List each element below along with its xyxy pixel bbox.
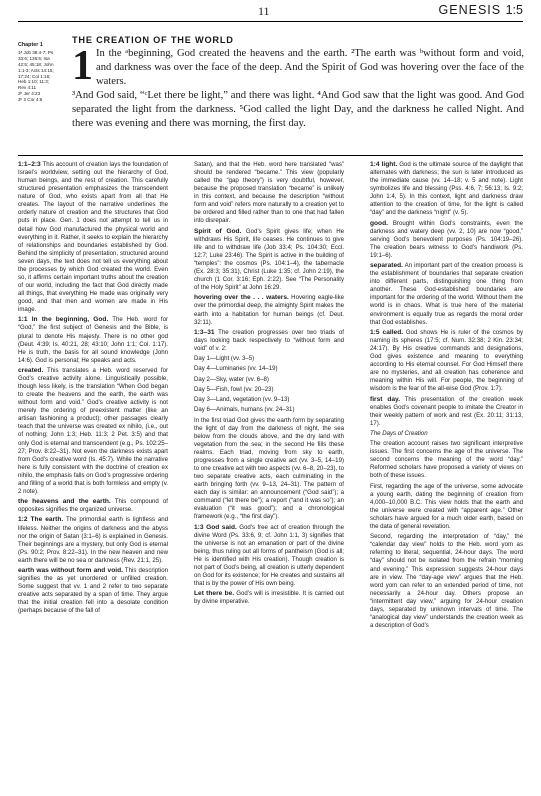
note-text: Hovering eagle-like over the primordial deep, the almighty Spirit makes the earth into a habitation for human beings (cf. Deut. 32:11). xyxy=(194,294,345,326)
verses-1-2: In the ᵃbeginning, God created the heavens and the earth. ²The earth was ᵇwithout form and void, and darkness was over the face of the deep. And the Spirit of God was hovering over the face of the waters. xyxy=(96,48,524,87)
commentary-note xyxy=(370,262,523,327)
header-rule xyxy=(18,21,523,22)
subheading: The Days of Creation xyxy=(370,429,428,437)
commentary-note xyxy=(370,220,523,260)
creation-day-item: Day 3—Land, vegetation (vv. 9–13) xyxy=(194,396,290,404)
note-text: This compound of opposites signifies the organized universe. xyxy=(18,498,168,514)
creation-day-item: Day 5—Fish, fowl (vv. 20–23) xyxy=(194,385,274,393)
note-text: In the first triad God gives the earth form by separating the light of day from the darkness of night, the sea below from the clouds above, and the dry land with vegetation from the sea; in the second He fills these realms. Each triad, moving from sky to earth, progresses from a single creative act (vv. 3–5, 14–19) to one creative act with two aspects (vv. 6–8, 20–23), to two separate creative acts, each culminating in the earth bringing forth (vv. 9–13, 24–31). The pattern of each day is similar: an announcement (“God said”); a command (“let there be”); a report (“and it was so”); an evaluation (“it was good”); and a chronological framework (e.g., “the first day”). xyxy=(194,416,344,521)
note-text: The creation account raises two significant interpretive issues. The first concerns the age of the universe. The second concerns the meaning of the word “day.” Reformed scholars have proposed a variety of views on both of these issues. xyxy=(370,440,523,480)
note-text: God is the ultimate source of the daylight that alternates with darkness; the sun is later introduced as the immediate cause (vv. 14–18; v. 5 and note). Light symbolizes life and blessing (Pss. 4:6, 7; 56:13; Is. 9:2; John 1:4, 5). In this context, light and darkness draw attention to the creation of time, for the light is called “day” and the darkness “night” (v. 5). xyxy=(370,161,524,217)
commentary-note xyxy=(194,228,344,293)
cross-reference-entry: 42:5; 45:18; John xyxy=(18,61,54,67)
note-text: God’s Spirit gives life; when He withdraws His Spirit, life ceases. He continues to give life and to withdraw life (Job 33:4; Ps. 104:30; Eccl. 12:7; Luke 23:46). The Spirit is active in the building of “temples”: the cosmos (Ps. 104:1–4), the tabernacle (Ex. 28:3; 35:31), Christ (Luke 1:35; cf. John 2:19), the church (1 Cor. 3:16; Eph. 2:22). See “The Personality of the Holy Spirit” at John 16:29. xyxy=(194,227,344,292)
cross-reference-sidebar xyxy=(18,43,64,103)
creation-day-item: Day 6—Animals, humans (vv. 24–31) xyxy=(194,406,295,414)
commentary-note xyxy=(18,498,168,514)
commentary-note xyxy=(18,567,168,615)
note-keyword: hovering over the . . . waters. xyxy=(194,294,289,302)
note-text: An important part of the creation process is the establishment of boundaries that separate creation into different parts, distinguishing one thing from another. These God-established boundaries are important for the ordering of the world. Without them the world is in chaos. What is true here of the material environment is equally true as regards the moral order that God establishes. xyxy=(370,262,523,326)
running-head xyxy=(439,3,523,17)
commentary-note xyxy=(18,316,168,364)
sidebar-entries xyxy=(18,50,64,103)
cross-reference-entry: 1ᵃ Job 38:4-7; Ps xyxy=(18,49,54,55)
commentary-note xyxy=(18,367,168,496)
note-keyword: the heavens and the earth. xyxy=(18,498,111,506)
commentary-note xyxy=(194,329,344,353)
commentary-note xyxy=(194,417,344,522)
book-name: GENESIS xyxy=(438,3,502,17)
commentary-note xyxy=(370,483,523,531)
chapter-dropcap: 1 xyxy=(72,43,93,89)
note-text: Second, regarding the interpretation of “day,” the “calendar day view” holds to the Heb. word yom as referring to literal, sequential, 24-hour days. The word “day” should not be isolated from the refrain “morning and evening.” This expression suggests 24-hour days are in view. The “day-age view” argues that the Heb. word yom can refer to an extended period of time, not necessarily a 24-hour day. Others propose an “intermittent day view,” arguing for 24-hour creation days, separated by unknown intervals of time. The “analogical day view” understands the creation week as a description of God’s xyxy=(370,533,523,629)
commentary-note xyxy=(18,161,168,314)
note-keyword: good. xyxy=(370,219,388,227)
note-keyword: 1:5 called. xyxy=(370,328,404,336)
note-keyword: Let there be. xyxy=(194,590,235,598)
commentary-note xyxy=(194,524,344,589)
note-keyword: 1:1 In the beginning, God. xyxy=(18,316,109,324)
note-text: God’s will is irresistible. It is carried out by divine imperative. xyxy=(194,590,344,606)
note-text: Brought within God’s constraints, even the darkness and watery deep (vv. 2, 10) are now “good,” serving God’s benevolent purposes (Ps. 104:19–26). The creation bears witness to God’s handiwork (Ps. 19:1–6). xyxy=(370,219,523,259)
note-keyword: 1:3 God said. xyxy=(194,523,237,531)
cross-reference-entry: Heb 1:10; 11:3; xyxy=(18,79,50,85)
cross-reference-entry: 17:24; Col 1:16; xyxy=(18,73,51,79)
creation-day-item: Day 1—Light (vv. 3–5) xyxy=(194,355,255,363)
commentary-note xyxy=(370,329,523,394)
note-keyword: 1:3–31 xyxy=(194,328,215,336)
verses-3-5: ³And God said, “ᶜLet there be light,” and there was light. ⁴And God saw that the light was good. And God separated the light from the darkness. ⁵God called the light Day, and the darkness he called Night. And there was evening and there was morning, the first day. xyxy=(72,90,524,129)
commentary-note xyxy=(194,161,344,226)
commentary-note xyxy=(18,516,168,564)
note-text: This description signifies the as yet unordered or unfilled creation. Some suggest that vv. 1 and 2 refer to two separate creative acts separated by a span of time. They argue that the initial creation fell into a desolate condition (perhaps because of the fall of xyxy=(18,567,168,615)
commentary-column-3 xyxy=(370,161,523,632)
page-number: 11 xyxy=(258,4,270,18)
commentary-note xyxy=(370,430,523,438)
creation-day-item: Day 4—Luminaries (vv. 14–19) xyxy=(194,365,278,373)
note-text: The Heb. word for “God,” the first subject of Genesis and the Bible, is plural to denote His majesty. There is no other god (Deut. 4:39; Is. 40:21, 28; 43:10; John 1:1; Col. 1:17). He is truth, the basis for all sound knowledge (John 14:6). God is personal; He speaks and acts. xyxy=(18,316,168,364)
scripture-text xyxy=(72,33,524,131)
section-title: THE CREATION OF THE WORLD xyxy=(72,35,234,45)
note-text: This translates a Heb. word reserved for God’s creative activity alone. Linguistically possible, though less likely, is the translation “When God began to create the heavens and the earth, the earth was without form and void.” God’s creative activity is not merely the ordering of preexistent matter (like an artisan fashioning a product); other passages clearly teach that the universe was created ex nihilo, (i.e., out of nothing; John 1:3; Heb. 11:3; 2 Pet. 3:5) and that only God is eternal and transcendent (e.g., Ps. 102:25–27; Prov. 8:22–31). Not even the darkness exists apart from God’s creative word (Is. 45:7). While the narrative here is fully consistent with the doctrine of creation ex nihilo, the emphasis falls on God’s progressive ordering and filling of a world that is both formless and empty (v. 2 note). xyxy=(18,366,168,495)
note-keyword: separated. xyxy=(370,262,403,270)
note-keyword: 1:4 light. xyxy=(370,161,398,168)
note-text: First, regarding the age of the universe, some advocate a young earth, dating the beginning of creation from 4,000–10,000 B.C. This view holds that the earth and the universe were created with “apparent age.” Other scholars have argued for a much older earth, based on the data of general revelation. xyxy=(370,482,523,530)
note-text: Satan), and that the Heb. word here translated “was” should be rendered “became.” This view (popularly called the “gap theory”) is very doubtful, however, because the proposed translation “became” is unlikely in this context, and because the description “without form and void” refers more naturally to a creation yet to be ordered and filled rather than to one that had fallen into disrepair. xyxy=(194,161,344,225)
commentary-note xyxy=(194,294,344,326)
commentary-note xyxy=(370,161,523,217)
sidebar-heading: Chapter 1 xyxy=(18,42,43,48)
note-text: This account of creation lays the foundation of Israel’s worldview, setting out the hierarchy of God, human beings, and the rest of creation. This carefully structured presentation emphasizes the transcendent nature of God, who exists apart from all that He creates. The layout of the narrative underlines the orderly nature of creation and the structures that God puts in place. Gen. 1 does not attempt to tell us in detail how God manufactured the physical world and everything in it. Rather, it seeks to explain the hierarchy of relationships and boundaries established by God. Behind the simplicity of presentation, structured around seven days, the text does not tell us everything about the processes by which God created the world. Even so, it affirms certain important truths about the creation of our world, including the fact that God directly made all things, that everything He made was originally very good, and that men and women are made in His image. xyxy=(18,161,168,314)
note-keyword: 1:1–2:3 xyxy=(18,161,41,168)
note-text: This presentation of the creation week enables God’s covenant people to imitate the Creator in their weekly pattern of work and rest (Ex. 20:11; 31:13, 17). xyxy=(370,395,523,427)
note-text: God shows He is ruler of the cosmos by naming its spheres (17:5; cf. Num. 32:38; 2 Kin. 23:34; 24:17). By His creative commands and designations, God gives existence and meaning to everything according to His eternal counsel. For God Himself there are no mysteries, and all creation has coherence and meaning within His will. For people, the beginning of wisdom is the fear of the all-wise God (Prov. 1:7). xyxy=(370,328,523,393)
commentary-note xyxy=(370,396,523,428)
cross-reference-entry: 1:1-3; Acts 14:15; xyxy=(18,67,54,73)
note-keyword: first day. xyxy=(370,395,401,403)
note-text: God’s free act of creation through the divine Word (Ps. 33:6, 9; cf. John 1:1, 3) signifies that the universe is not an emanation or part of the divine being, thus ruling out all forms of pantheism (God is all; He is identified with His creation). Though creation is not part of God’s being, all creation is utterly dependent on God for its existence; for He creates and sustains all that is by the power of His own being. xyxy=(194,523,344,588)
commentary-column-1 xyxy=(18,161,168,618)
cross-reference-entry: Rev 4:11 xyxy=(18,85,37,91)
commentary-note xyxy=(370,533,523,630)
commentary-note xyxy=(194,590,344,606)
note-keyword: 1:2 The earth. xyxy=(18,516,64,524)
cross-reference-entry: 33:6; 136:5; Isa xyxy=(18,55,50,61)
commentary-note xyxy=(370,440,523,480)
note-keyword: created. xyxy=(18,366,44,374)
cross-reference-entry: 2ᵇ Jer 4:23 xyxy=(18,91,41,97)
commentary-column-2 xyxy=(194,161,344,609)
note-text: The creation progresses over two triads of days looking back respectively to “without form and void” of v. 2: xyxy=(194,328,344,352)
scripture-commentary-divider xyxy=(18,155,523,156)
note-text: The primordial earth is lightless and lifeless. Neither the origins of darkness and the abyss nor the origin of Satan (3:1–6) is explained in Genesis. Their beginnings are a mystery, but only God is eternal (Ps. 90:2; Prov. 8:22–31). In the new heaven and new earth there will be no sea or darkness (Rev. 21:1, 25). xyxy=(18,516,169,564)
note-keyword: Spirit of God. xyxy=(194,227,242,235)
note-keyword: earth was without form and void. xyxy=(18,567,123,574)
chapter-verse-reference: 1:5 xyxy=(505,3,523,17)
creation-day-item: Day 2—Sky, water (vv. 6–8) xyxy=(194,375,269,383)
cross-reference-entry: 3ᶜ 2 Cor 4:6 xyxy=(18,97,43,103)
